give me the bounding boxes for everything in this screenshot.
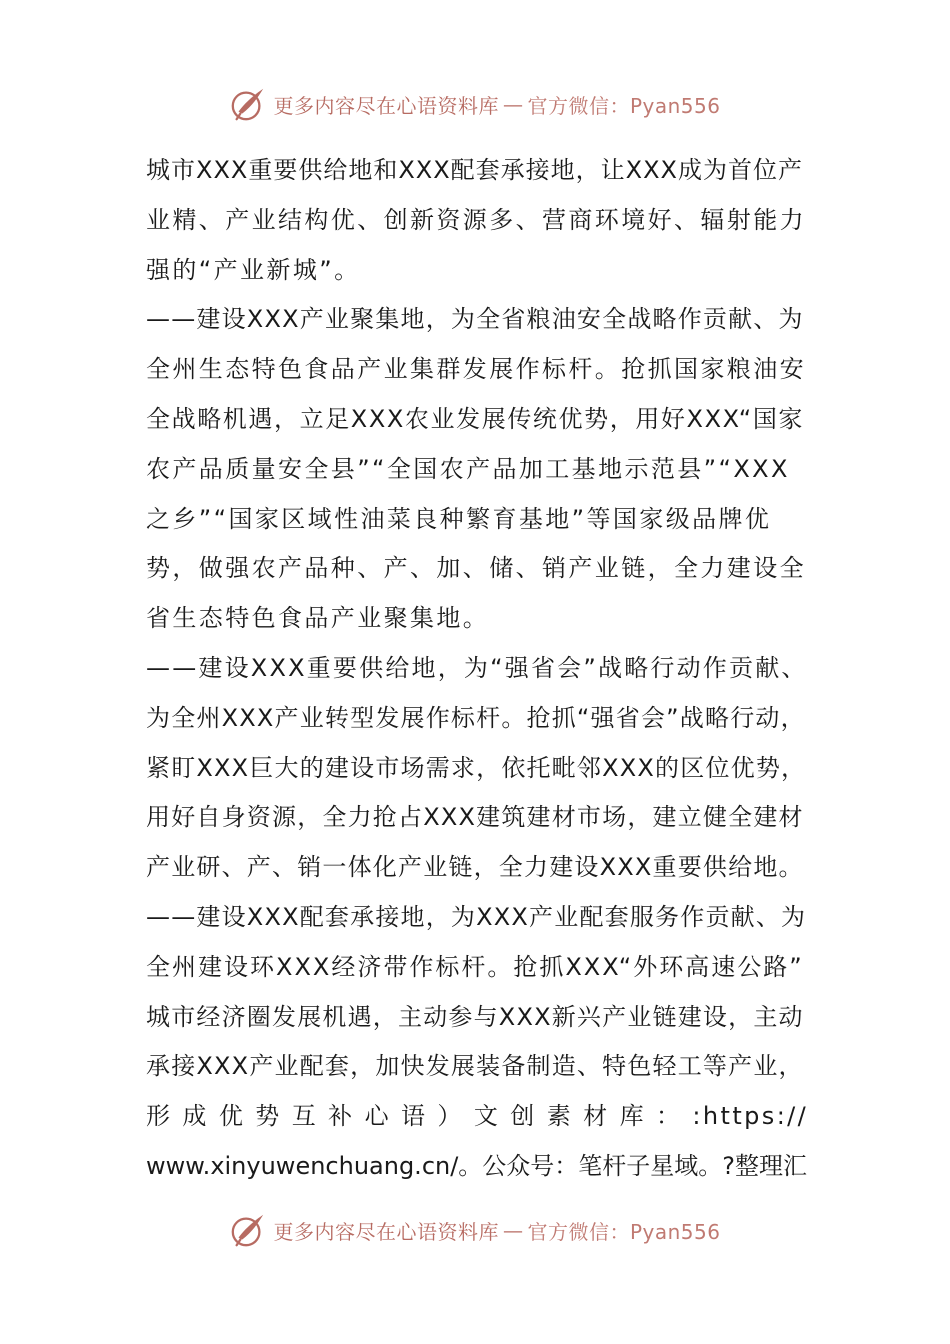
text-line: 强的“产业新城”。 — [146, 255, 361, 284]
text-line: 为全州XXX产业转型发展作标杆。抢抓“强省会”战略行动， — [146, 703, 806, 732]
text-line: 紧盯XXX巨大的建设市场需求，依托毗邻XXX的区位优势， — [146, 753, 807, 782]
text-line: 承接XXX产业配套，加快发展装备制造、特色轻工等产业， — [146, 1052, 804, 1081]
text-line: 农产品质量安全县”“全国农产品加工基地示范县”“XXX — [146, 454, 790, 483]
watermark-separator: — — [502, 92, 524, 116]
watermark-wechat-text: 官方微信：Pyan556 — [527, 1219, 721, 1244]
text-line: 业精、产业结构优、创新资源多、营商环境好、辐射能力 — [146, 205, 806, 234]
text-line: 省生态特色食品产业聚集地。 — [146, 604, 490, 633]
text-line: 势，做强农产品种、产、加、储、销产业链，全力建设全 — [146, 554, 806, 583]
document-body — [146, 146, 808, 1192]
text-line: 全州生态特色食品产业集群发展作标杆。抢抓国家粮油安 — [146, 355, 806, 384]
quill-logo-icon — [229, 85, 267, 123]
text-line: www.xinyuwenchuang.cn/。公众号：笔杆子星域。?整理汇 — [146, 1151, 808, 1180]
text-line: 形 成 优 势 互 补 心 语 ） 文 创 素 材 库 ： :https:// — [146, 1102, 808, 1131]
text-line: ——建设XXX产业聚集地，为全省粮油安全战略作贡献、为 — [146, 305, 804, 334]
watermark-main-text: 更多内容尽在心语资料库 — [273, 93, 499, 118]
footer-watermark — [0, 1210, 950, 1250]
text-line: 之乡”“国家区域性油菜良种繁育基地”等国家级品牌优 — [146, 504, 772, 533]
header-watermark — [0, 84, 950, 124]
text-line: 全州建设环XXX经济带作标杆。抢抓XXX“外环高速公路” — [146, 952, 804, 981]
text-line: 产业研、产、销一体化产业链，全力建设XXX重要供给地。 — [146, 853, 804, 882]
quill-logo-icon — [229, 1211, 267, 1249]
text-line: 全战略机遇，立足XXX农业发展传统优势，用好XXX“国家 — [146, 404, 805, 433]
watermark-separator: — — [502, 1218, 524, 1242]
text-line: 用好自身资源，全力抢占XXX建筑建材市场，建立健全建材 — [146, 803, 804, 832]
text-line: ——建设XXX配套承接地，为XXX产业配套服务作贡献、为 — [146, 902, 807, 931]
watermark-main-text: 更多内容尽在心语资料库 — [273, 1219, 499, 1244]
watermark-wechat-text: 官方微信：Pyan556 — [527, 93, 721, 118]
text-line: ——建设XXX重要供给地，为“强省会”战略行动作贡献、 — [146, 653, 808, 682]
text-line: 城市经济圈发展机遇，主动参与XXX新兴产业链建设，主动 — [146, 1002, 804, 1031]
text-line: 城市XXX重要供给地和XXX配套承接地，让XXX成为首位产 — [146, 156, 803, 184]
